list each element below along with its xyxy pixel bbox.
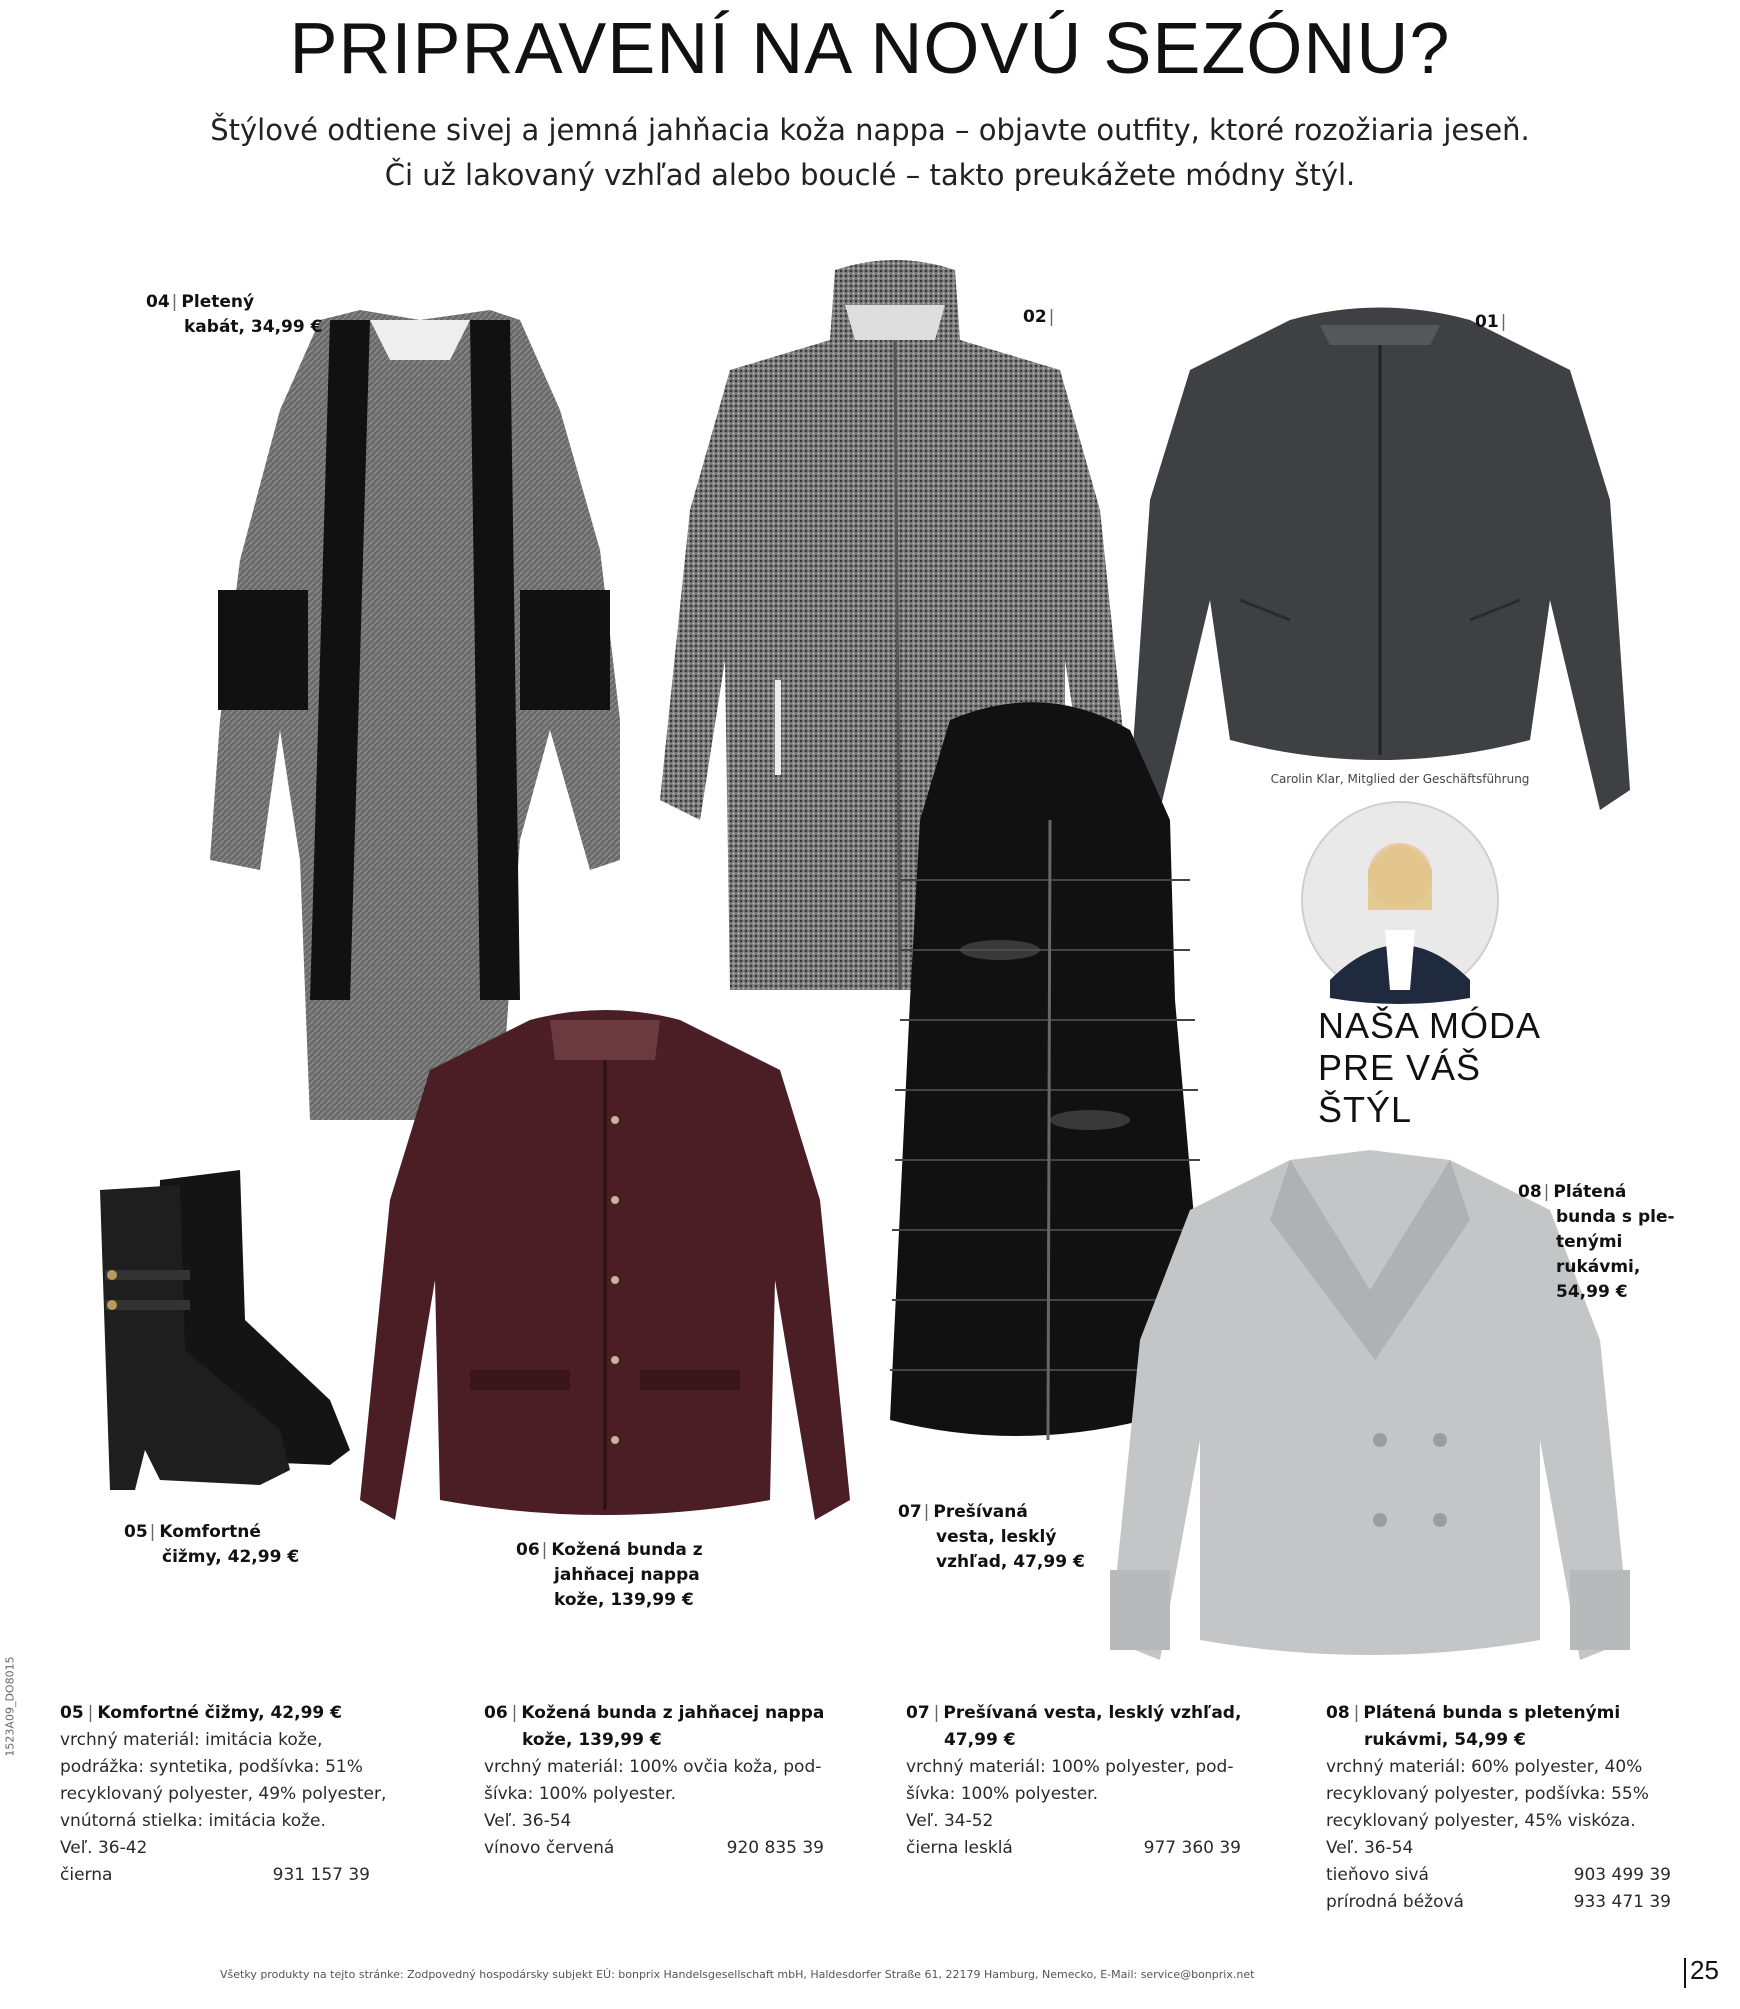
detail-title: rukávmi, 54,99 € (1364, 1730, 1526, 1750)
page-number: 25 (1690, 1955, 1719, 1985)
label-number: 04 (146, 292, 170, 312)
detail-size: Veľ. 34-52 (906, 1811, 994, 1831)
label-text: čižmy, 42,99 € (162, 1547, 300, 1567)
detail-line: recyklovaný polyester, 49% polyester, (60, 1784, 387, 1804)
detail-color: čierna (60, 1865, 113, 1885)
label-text: Komfortné (159, 1522, 261, 1542)
detail-title: Komfortné čižmy, 42,99 € (97, 1703, 342, 1723)
legal-footer: Všetky produkty na tejto stránke: Zodpovedný hospodársky subjekt EÚ: bonprix Handelsgesellschaft mbH, Haldesdorfer Straße 61, 22179 Hamburg, Nemecko, E-Mail: service@bonprix.net (220, 1968, 1255, 1981)
detail-line: šívka: 100% polyester. (906, 1784, 1098, 1804)
label-text: vzhľad, 47,99 € (936, 1552, 1085, 1572)
label-text: kože, 139,99 € (554, 1590, 694, 1610)
label-text: bunda s ple- (1556, 1207, 1675, 1227)
detail-line: recyklovaný polyester, podšívka: 55% (1326, 1784, 1649, 1804)
detail-title: kože, 139,99 € (522, 1730, 662, 1750)
label-text: tenými (1556, 1232, 1623, 1252)
portrait-badge-line-3: ŠTÝL (1318, 1089, 1413, 1130)
detail-color: prírodná béžová (1326, 1892, 1464, 1912)
detail-number: 05 (60, 1703, 84, 1723)
detail-line: vrchný materiál: 100% polyester, pod- (906, 1757, 1234, 1777)
label-number: 07 (898, 1502, 922, 1522)
portrait-badge (1318, 1005, 1541, 1131)
label-number: 02 (1023, 307, 1047, 327)
label-item-01: 01 | (1475, 312, 1507, 332)
detail-title: 47,99 € (944, 1730, 1016, 1750)
detail-article-number: 903 499 39 (1573, 1865, 1671, 1885)
portrait-badge-line-2: PRE VÁŠ (1318, 1047, 1482, 1088)
portrait-medallion (1290, 790, 1510, 1010)
detail-title: Kožená bunda z jahňacej nappa (521, 1703, 825, 1723)
detail-line: recyklovaný polyester, 45% viskóza. (1326, 1811, 1636, 1831)
label-item-04: 04 | Pletený kabát, 34,99 € (146, 290, 322, 340)
label-text: Pletený (181, 292, 255, 312)
label-item-05: 05 | Komfortné čižmy, 42,99 € (124, 1520, 299, 1570)
detail-line: vnútorná stielka: imitácia kože. (60, 1811, 326, 1831)
label-number: 01 (1475, 312, 1499, 332)
label-text: Kožená bunda z (551, 1540, 703, 1560)
detail-line: vrchný materiál: 100% ovčia koža, pod- (484, 1757, 822, 1777)
page-subline-2: Či už lakovaný vzhľad alebo bouclé – takto preukážete módny štýl. (384, 158, 1356, 192)
detail-line: podrážka: syntetika, podšívka: 51% (60, 1757, 363, 1777)
label-text: 54,99 € (1556, 1282, 1628, 1302)
label-text: jahňacej nappa (554, 1565, 700, 1585)
detail-size: Veľ. 36-42 (60, 1838, 148, 1858)
page-subline-1: Štýlové odtiene sivej a jemná jahňacia koža nappa – objavte outfity, ktoré rozožiaria jeseň. (210, 113, 1530, 147)
detail-color: tieňovo sivá (1326, 1865, 1429, 1885)
detail-item-05: 05 | Komfortné čižmy, 42,99 € vrchný materiál: imitácia kože, podrážka: syntetika, podšívka: 51% recyklovaný polyester, 49% polyester, vnútorná stielka: imitácia kože. Veľ. 36-42 čierna 931 157 39 (60, 1700, 440, 1889)
detail-item-08: 08 | Plátená bunda s pletenými rukávmi, 54,99 € vrchný materiál: 60% polyester, 40% recyklovaný polyester, podšívka: 55% recyklovaný polyester, 45% viskóza. Veľ. 36-54 tieňovo sivá 903 499 39 prírodná béžová 933 471 39 (1326, 1700, 1706, 1916)
detail-number: 06 (484, 1703, 508, 1723)
detail-title: Plátená bunda s pletenými (1363, 1703, 1621, 1723)
label-item-08: 08 | Plátená bunda s ple- tenými rukávmi, 54,99 € (1518, 1180, 1675, 1305)
product-image-comfort-boots (90, 1160, 360, 1500)
label-text: Plátená (1553, 1182, 1627, 1202)
label-number: 06 (516, 1540, 540, 1560)
detail-article-number: 977 360 39 (1143, 1838, 1241, 1858)
side-code: 1523A09_DO8015 (3, 1656, 17, 1757)
label-item-07: 07 | Prešívaná vesta, lesklý vzhľad, 47,99 € (898, 1500, 1085, 1575)
page-headline: PRIPRAVENÍ NA NOVÚ SEZÓNU? (289, 9, 1451, 89)
portrait-badge-line-1: NAŠA MÓDA (1318, 1005, 1542, 1046)
detail-size: Veľ. 36-54 (1326, 1838, 1414, 1858)
label-text: kabát, 34,99 € (184, 317, 323, 337)
page-number-divider (1684, 1958, 1686, 1988)
label-number: 05 (124, 1522, 148, 1542)
label-number: 08 (1518, 1182, 1542, 1202)
label-text: vesta, lesklý (936, 1527, 1057, 1547)
detail-color: vínovo červená (484, 1838, 615, 1858)
detail-line: vrchný materiál: imitácia kože, (60, 1730, 323, 1750)
label-text: rukávmi, (1556, 1257, 1641, 1277)
detail-article-number: 931 157 39 (272, 1865, 370, 1885)
detail-item-06: 06 | Kožená bunda z jahňacej nappa kože, 139,99 € vrchný materiál: 100% ovčia koža, pod- šívka: 100% polyester. Veľ. 36-54 vínovo červená 920 835 39 (484, 1700, 864, 1862)
detail-article-number: 920 835 39 (726, 1838, 824, 1858)
label-text: Prešívaná (933, 1502, 1028, 1522)
label-item-02: 02 | (1023, 307, 1055, 327)
detail-number: 08 (1326, 1703, 1350, 1723)
portrait-caption: Carolin Klar, Mitglied der Geschäftsführung (1270, 772, 1530, 786)
detail-number: 07 (906, 1703, 930, 1723)
detail-line: šívka: 100% polyester. (484, 1784, 676, 1804)
detail-color: čierna lesklá (906, 1838, 1013, 1858)
label-item-06: 06 | Kožená bunda z jahňacej nappa kože, 139,99 € (516, 1538, 703, 1613)
detail-article-number: 933 471 39 (1573, 1892, 1671, 1912)
detail-size: Veľ. 36-54 (484, 1811, 572, 1831)
product-image-leather-jacket (360, 1000, 850, 1540)
detail-line: vrchný materiál: 60% polyester, 40% (1326, 1757, 1643, 1777)
detail-title: Prešívaná vesta, lesklý vzhľad, (943, 1703, 1242, 1723)
detail-item-07: 07 | Prešívaná vesta, lesklý vzhľad, 47,99 € vrchný materiál: 100% polyester, pod- šívka: 100% polyester. Veľ. 34-52 čierna lesklá 977 360 39 (906, 1700, 1286, 1862)
